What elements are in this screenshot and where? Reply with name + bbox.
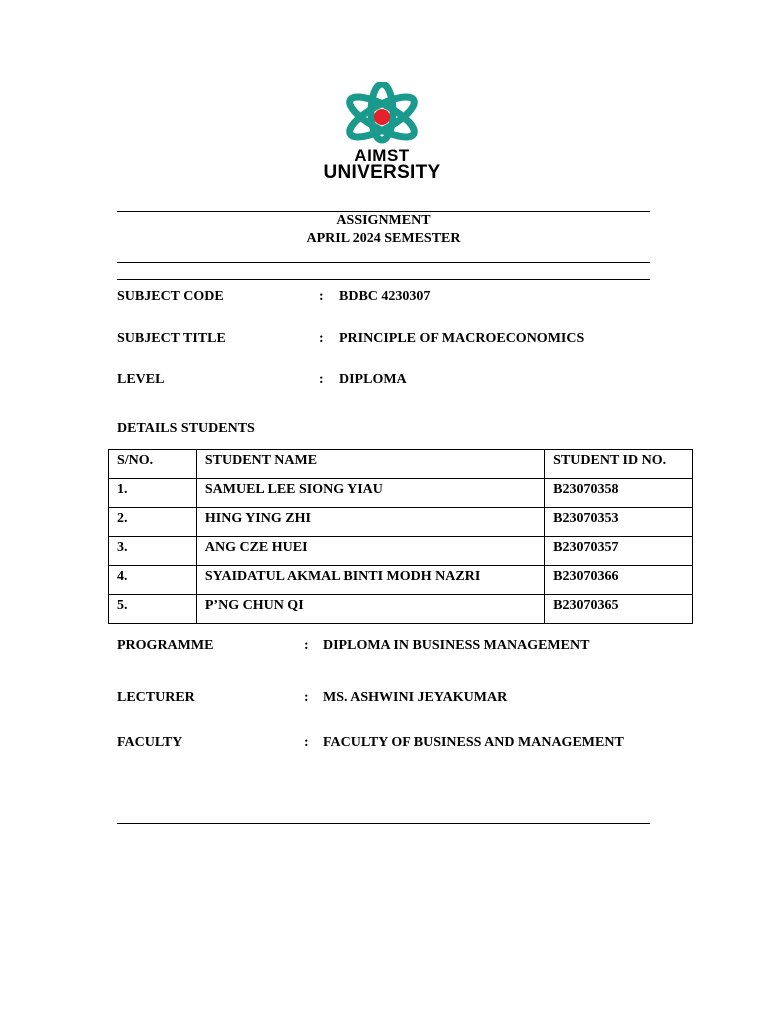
cell-sno: 3. [109, 537, 197, 566]
cell-student-id: B23070358 [545, 479, 693, 508]
cell-student-name: P’NG CHUN QI [196, 595, 544, 624]
divider-bottom [117, 823, 650, 824]
table-row [109, 537, 693, 566]
cell-student-name: SYAIDATUL AKMAL BINTI MODH NAZRI [196, 566, 544, 595]
table-header-row [109, 450, 693, 479]
table-row [109, 595, 693, 624]
lecturer-label: LECTURER [117, 690, 195, 705]
atom-icon [342, 82, 422, 146]
lecturer-colon: : [304, 690, 309, 705]
aimst-logo [312, 82, 452, 184]
level-value: DIPLOMA [339, 372, 407, 387]
subject-code-value: BDBC 4230307 [339, 289, 431, 304]
semester-title: APRIL 2024 SEMESTER [306, 231, 461, 246]
table-row [109, 479, 693, 508]
logo-text-university: UNIVERSITY [323, 162, 441, 183]
programme-label: PROGRAMME [117, 638, 214, 653]
divider-top [117, 211, 650, 212]
programme-colon: : [304, 638, 309, 653]
subject-code-colon: : [319, 289, 324, 304]
programme-value: DIPLOMA IN BUSINESS MANAGEMENT [323, 638, 590, 653]
subject-title-label: SUBJECT TITLE [117, 331, 226, 346]
subject-code-label: SUBJECT CODE [117, 289, 224, 304]
cell-student-id: B23070357 [545, 537, 693, 566]
table-row [109, 508, 693, 537]
header-student-id: STUDENT ID NO. [545, 450, 693, 479]
header-sno: S/NO. [109, 450, 197, 479]
level-colon: : [319, 372, 324, 387]
faculty-label: FACULTY [117, 735, 183, 750]
cell-student-id: B23070353 [545, 508, 693, 537]
cell-sno: 1. [109, 479, 197, 508]
cell-sno: 4. [109, 566, 197, 595]
logo-text-aimst: AIMST [354, 146, 410, 165]
cell-student-name: HING YING ZHI [196, 508, 544, 537]
cell-student-id: B23070366 [545, 566, 693, 595]
details-students-title: DETAILS STUDENTS [117, 421, 255, 436]
faculty-colon: : [304, 735, 309, 750]
divider-mid-1 [117, 262, 650, 263]
cell-student-id: B23070365 [545, 595, 693, 624]
level-label: LEVEL [117, 372, 165, 387]
subject-title-value: PRINCIPLE OF MACROECONOMICS [339, 331, 585, 346]
students-table [108, 449, 693, 624]
faculty-value: FACULTY OF BUSINESS AND MANAGEMENT [323, 735, 624, 750]
divider-mid-2 [117, 279, 650, 280]
header-student-name: STUDENT NAME [196, 450, 544, 479]
cell-student-name: ANG CZE HUEI [196, 537, 544, 566]
cell-sno: 2. [109, 508, 197, 537]
subject-title-colon: : [319, 331, 324, 346]
cell-student-name: SAMUEL LEE SIONG YIAU [196, 479, 544, 508]
cell-sno: 5. [109, 595, 197, 624]
assignment-title: ASSIGNMENT [336, 213, 431, 228]
lecturer-value: MS. ASHWINI JEYAKUMAR [323, 690, 508, 705]
table-row [109, 566, 693, 595]
